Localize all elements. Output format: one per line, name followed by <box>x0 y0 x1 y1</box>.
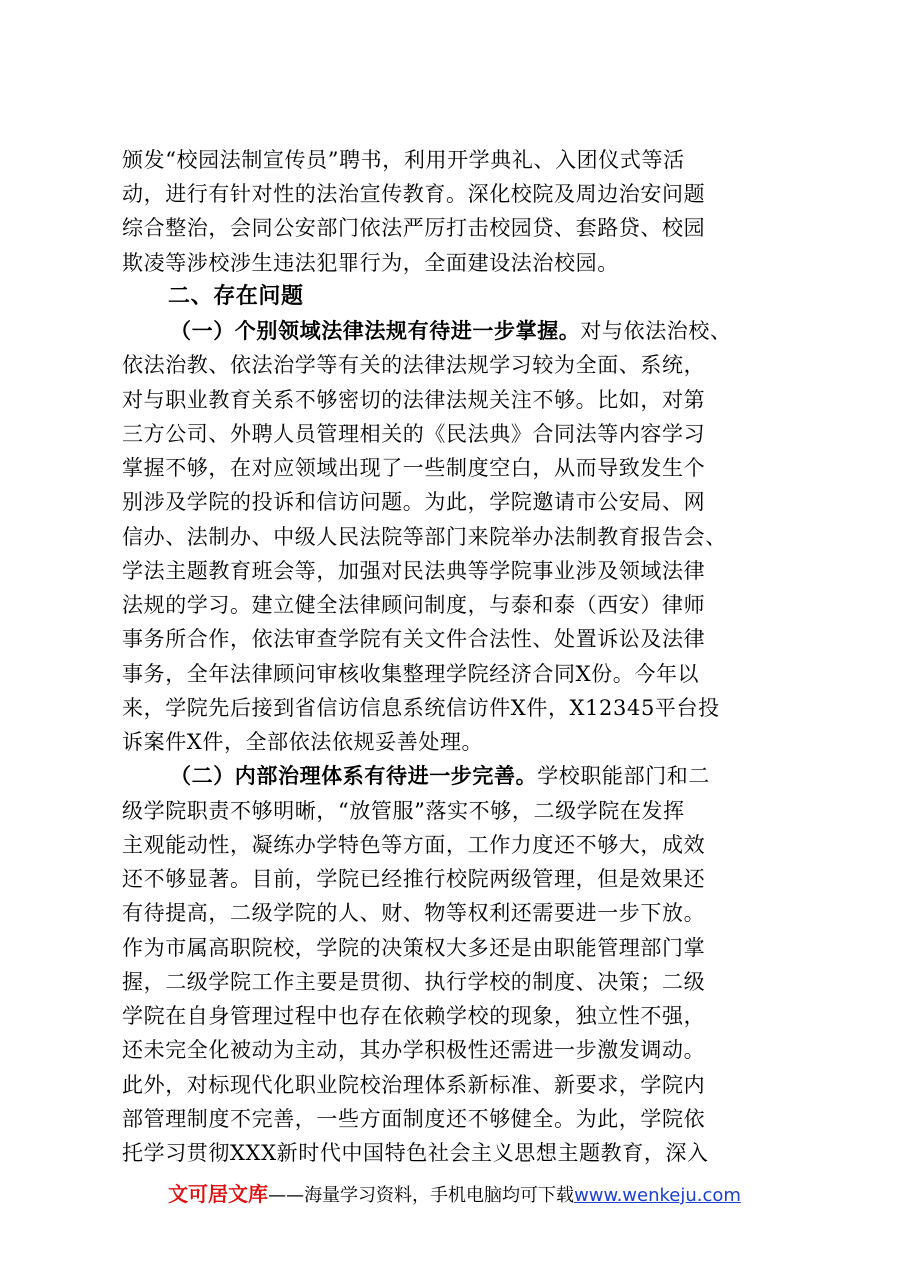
body-line: 握，二级学院工作主要是贯彻、执行学校的制度、决策；二级 <box>122 970 706 994</box>
body-line: 信办、法制办、中级人民法院等部门来院举办法制教育报告会、 <box>122 525 727 549</box>
body-line: 还不够显著。目前，学院已经推行校院两级管理，但是效果还 <box>122 867 706 891</box>
item2-first-rest: 学校职能部门和二 <box>537 764 711 788</box>
body-line: 颁发“校园法制宣传员”聘书，利用开学典礼、入团仪式等活 <box>122 148 685 172</box>
body-line: 事务所合作，依法审查学院有关文件合法性、处置诉讼及法律 <box>122 627 706 651</box>
body-line: 欺凌等涉校涉生违法犯罪行为，全面建设法治校园。 <box>122 251 619 275</box>
body-line: 法规的学习。建立健全法律顾问制度，与泰和泰（西安）律师 <box>122 593 706 617</box>
item1-first-rest: 对与依法治校、 <box>580 319 732 343</box>
body-line: 动，进行有针对性的法治宣传教育。深化校院及周边治安问题 <box>122 182 706 206</box>
body-line: 此外，对标现代化职业院校治理体系新标准、新要求，学院内 <box>122 1073 706 1097</box>
body-line: 主观能动性，凝练办学特色等方面，工作力度还不够大，成效 <box>122 833 706 857</box>
body-line: 三方公司、外聘人员管理相关的《民法典》合同法等内容学习 <box>122 422 706 446</box>
body-line: 托学习贯彻XXX新时代中国特色社会主义思想主题教育，深入 <box>122 1141 709 1165</box>
body-line: 有待提高，二级学院的人、财、物等权利还需要进一步下放。 <box>122 901 706 925</box>
body-line: 别涉及学院的投诉和信访问题。为此，学院邀请市公安局、网 <box>122 490 706 514</box>
section-heading: 二、存在问题 <box>168 284 304 309</box>
body-line: 作为市属高职院校，学院的决策权大多还是由职能管理部门掌 <box>122 936 706 960</box>
body-line: 综合整治，会同公安部门依法严厉打击校园贷、套路贷、校园 <box>122 216 706 240</box>
body-line: 学法主题教育班会等，加强对民法典等学院事业涉及领域法律 <box>122 559 706 583</box>
body-line: 对与职业教育关系不够密切的法律法规关注不够。比如，对第 <box>122 388 706 412</box>
body-line: 事务，全年法律顾问审核收集整理学院经济合同X份。今年以 <box>122 662 700 686</box>
body-line: 还未完全化被动为主动，其办学积极性还需进一步激发调动。 <box>122 1038 706 1062</box>
footer-brand: 文可居文库 <box>168 1182 269 1206</box>
item1-first-line <box>170 316 850 346</box>
body-line: 级学院职责不够明晰，“放管服”落实不够，二级学院在发挥 <box>122 799 685 823</box>
body-line: 诉案件X件，全部依法依规妥善处理。 <box>122 730 484 754</box>
footer-banner <box>0 1181 909 1209</box>
item2-first-line <box>170 761 850 791</box>
footer-link[interactable]: www.wenkeju.com <box>574 1185 741 1206</box>
body-line: 掌握不够，在对应领域出现了一些制度空白，从而导致发生个 <box>122 456 706 480</box>
item2-heading: （二）内部治理体系有待进一步完善。 <box>170 764 538 788</box>
body-line: 来，学院先后接到省信访信息系统信访件X件，X12345平台投 <box>122 696 720 720</box>
body-line: 依法治教、依法治学等有关的法律法规学习较为全面、系统， <box>122 353 706 377</box>
item1-heading: （一）个别领域法律法规有待进一步掌握。 <box>170 319 581 343</box>
footer-description: ——海量学习资料，手机电脑均可下载 <box>268 1185 575 1206</box>
body-line: 部管理制度不完善，一些方面制度还不够健全。为此，学院依 <box>122 1107 706 1131</box>
body-line: 学院在自身管理过程中也存在依赖学校的现象，独立性不强， <box>122 1004 706 1028</box>
